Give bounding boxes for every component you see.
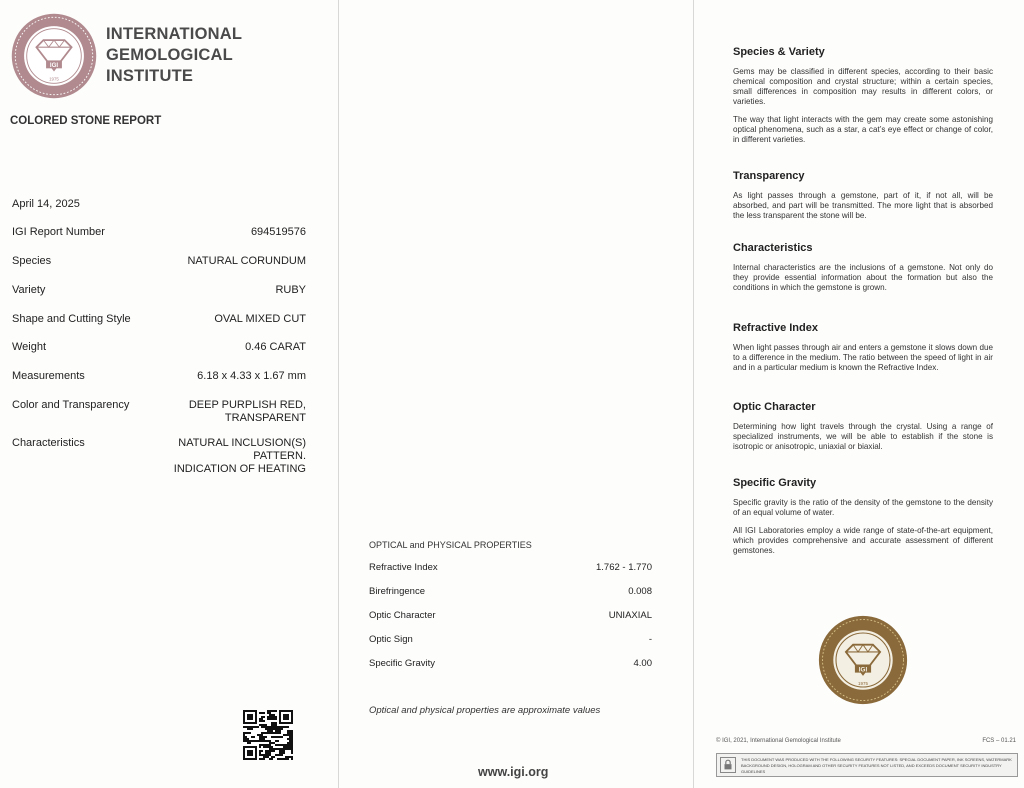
fold-line [338,0,339,788]
report-title: COLORED STONE REPORT [10,115,162,127]
glossary-section [733,322,993,381]
detail-label: Shape and Cutting Style [12,313,131,325]
detail-value: 6.18 x 4.33 x 1.67 mm [197,370,306,382]
property-value: UNIAXIAL [608,610,652,621]
lock-icon [720,757,736,773]
igi-logo-seal [10,12,98,100]
report-date: April 14, 2025 [12,198,80,210]
detail-value-line: TRANSPARENT [224,412,306,424]
property-label: Specific Gravity [369,658,435,669]
glossary-title: Refractive Index [733,322,818,334]
property-label: Birefringence [369,586,425,597]
property-label: Optic Character [369,610,436,621]
glossary-section [733,170,993,229]
svg-text:1975: 1975 [49,76,59,82]
detail-value: NATURAL CORUNDUM [187,255,306,267]
glossary-paragraph: Gems may be classified in different species, according to their basic chemical composition and crystal structure; within a certain species, small differences in composition may results in different colors, or varieties. [733,67,993,106]
copyright-notice: © IGI, 2021, International Gemological Institute [716,738,841,744]
glossary-paragraph: As light passes through a gemstone, part of it, if not all, will be absorbed, and part will be transmitted. The more light that is absorbed the less transparent the stone will be. [733,191,993,220]
property-label: Optic Sign [369,634,413,645]
glossary-paragraph: Specific gravity is the ratio of the density of the gemstone to the density of an equal volume of water. [733,498,993,517]
detail-value: 0.46 CARAT [245,341,306,353]
property-value: 0.008 [628,586,652,597]
institute-name-line: INTERNATIONAL [106,25,243,43]
approximate-values-note: Optical and physical properties are approximate values [369,705,601,716]
qr-code[interactable] [243,710,293,760]
institute-name-line: INSTITUTE [106,67,194,85]
detail-value [174,437,306,476]
detail-label: Weight [12,341,47,353]
fold-line [693,0,694,788]
glossary-title: Species & Variety [733,46,825,58]
glossary-section [733,477,993,564]
glossary-section [733,401,993,460]
glossary-paragraph: When light passes through air and enters a gemstone it slows down due to a difference in the medium. The ratio between the speed of light in air and in a particular medium is known the Refractive Index. [733,343,993,372]
website-link[interactable]: www.igi.org [478,765,549,779]
property-value: 4.00 [633,658,652,669]
form-code: FCS – 01.21 [982,738,1016,744]
institute-name-line: GEMOLOGICAL [106,46,233,64]
glossary-title: Specific Gravity [733,477,817,489]
institute-name [106,24,242,87]
detail-value [189,399,306,425]
glossary-paragraph: Internal characteristics are the inclusions of a gemstone. Not only do they provide essential information about the formation but also the conditions in which the gemstone is grown. [733,263,993,292]
detail-value: 694519576 [250,226,306,238]
glossary-title: Optic Character [733,401,816,413]
optical-properties-heading: OPTICAL and PHYSICAL PROPERTIES [369,540,532,550]
detail-label: Color and Transparency [12,399,130,411]
detail-label: Characteristics [12,437,85,449]
middle-panel [339,0,693,788]
glossary-title: Characteristics [733,242,813,254]
detail-value-line: NATURAL INCLUSION(S) [178,437,306,449]
glossary-section [733,46,993,153]
property-value: - [648,634,652,645]
glossary-paragraph: Determining how light travels through the crystal. Using a range of specialized instruments, we will be able to establish if the stone is isotropic or anisotropic, uniaxial or biaxial. [733,422,993,451]
detail-label: Variety [12,284,46,296]
detail-value-line: PATTERN. [253,450,306,462]
glossary-section [733,242,993,301]
detail-label: Measurements [12,370,85,382]
detail-value: OVAL MIXED CUT [214,313,306,325]
glossary-paragraph: The way that light interacts with the gem may create some astonishing optical phenomena, such as a star, a cat’s eye effect or change of color, in different varieties. [733,115,993,144]
security-features-text: THIS DOCUMENT WAS PRODUCED WITH THE FOLLOWING SECURITY FEATURES: SPECIAL DOCUMENT PAPER, INK SCREENS, WATERMARK BACKGROUND DESIGN, HOLOGRAM AND OTHER SECURITY FEATURES NOT LISTED, AND EXCEEDS DOCUMENT SECURITY INDUSTRY GUIDELINES [741,757,1012,774]
svg-text:1975: 1975 [857,681,869,687]
property-label: Refractive Index [369,562,438,573]
gold-igi-seal [818,615,908,705]
property-value: 1.762 - 1.770 [596,562,652,573]
detail-value-line: DEEP PURPLISH RED, [188,399,306,411]
detail-value: RUBY [275,284,306,296]
security-features-bar [716,753,1018,777]
glossary-paragraph: All IGI Laboratories employ a wide range of state-of-the-art equipment, which provides comprehensive and accurate assessment of different gemstones. [733,526,993,555]
detail-label: IGI Report Number [12,226,105,238]
detail-label: Species [12,255,52,267]
svg-text:IGI: IGI [858,666,868,674]
detail-value-line: INDICATION OF HEATING [173,463,306,475]
glossary-title: Transparency [733,170,805,182]
svg-text:IGI: IGI [49,62,59,69]
